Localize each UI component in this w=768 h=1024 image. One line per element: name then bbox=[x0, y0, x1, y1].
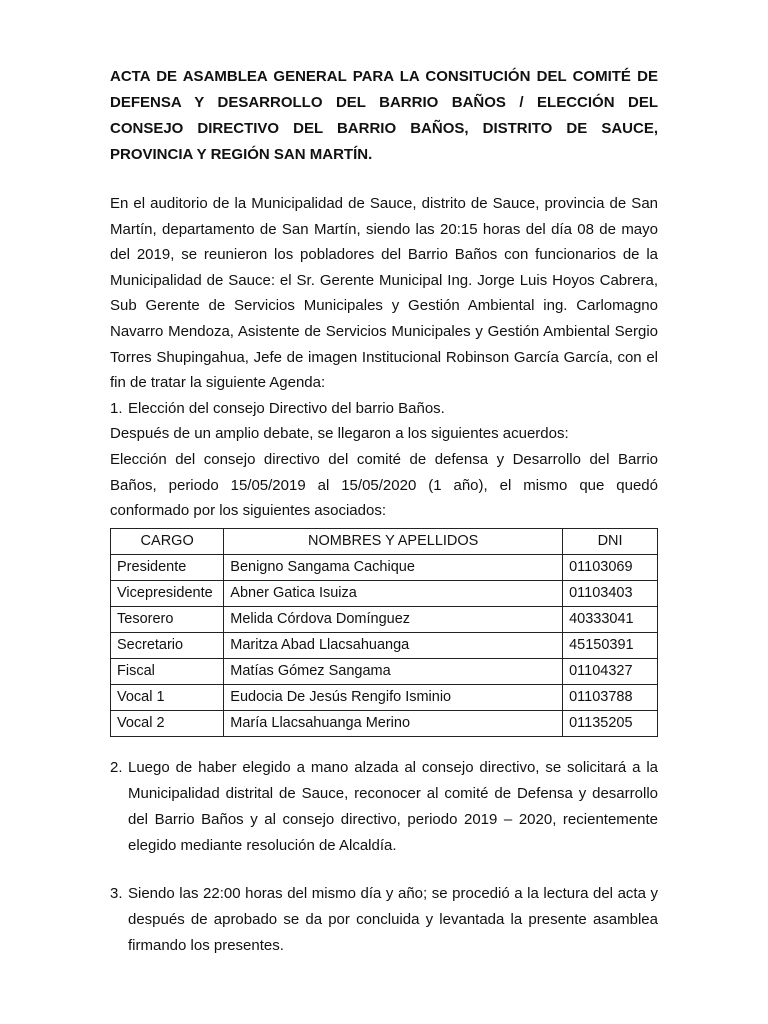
cell-cargo: Tesorero bbox=[111, 606, 224, 632]
cell-dni: 01103069 bbox=[563, 554, 658, 580]
cell-cargo: Secretario bbox=[111, 632, 224, 658]
header-nombres: NOMBRES Y APELLIDOS bbox=[224, 528, 563, 554]
cell-dni: 01103403 bbox=[563, 580, 658, 606]
numbered-item-2 bbox=[110, 755, 658, 859]
item-number: 2. bbox=[110, 758, 123, 776]
cell-nombre: Matías Gómez Sangama bbox=[224, 658, 563, 684]
header-dni: DNI bbox=[563, 528, 658, 554]
cell-dni: 01104327 bbox=[563, 658, 658, 684]
header-cargo: CARGO bbox=[111, 528, 224, 554]
cell-nombre: Abner Gatica Isuiza bbox=[224, 580, 563, 606]
table-row bbox=[111, 710, 658, 736]
cell-cargo: Vicepresidente bbox=[111, 580, 224, 606]
table-row bbox=[111, 658, 658, 684]
debate-paragraph: Después de un amplio debate, se llegaron a los siguientes acuerdos: bbox=[110, 425, 569, 443]
agenda-item-text: Elección del consejo Directivo del barrio Baños. bbox=[128, 399, 445, 417]
election-paragraph: Elección del consejo directivo del comité de defensa y Desarrollo del Barrio Baños, periodo 15/05/2019 al 15/05/2020 (1 año), el mismo que quedó conformado por los siguientes asociados: bbox=[110, 450, 658, 520]
cell-cargo: Presidente bbox=[111, 554, 224, 580]
intro-paragraph: En el auditorio de la Municipalidad de Sauce, distrito de Sauce, provincia de San Martín, departamento de San Martín, siendo las 20:15 horas del día 08 de mayo del 2019, se reunieron los pobladores del Barrio Baños con funcionarios de la Municipalidad de Sauce: el Sr. Gerente Municipal Ing. Jorge Luis Hoyos Cabrera, Sub Gerente de Servicios Municipales y Gestión Ambiental ing. Carlomagno Navarro Mendoza, Asistente de Servicios Municipales y Gestión Ambiental Sergio Torres Shupingahua, Jefe de imagen Institucional Robinson García García, con el fin de tratar la siguiente Agenda: bbox=[110, 195, 658, 392]
numbered-item-3 bbox=[110, 881, 658, 959]
cell-cargo: Vocal 1 bbox=[111, 684, 224, 710]
cell-nombre: Eudocia De Jesús Rengifo Isminio bbox=[224, 684, 563, 710]
item-number: 3. bbox=[110, 884, 123, 902]
cell-dni: 45150391 bbox=[563, 632, 658, 658]
cell-nombre: Maritza Abad Llacsahuanga bbox=[224, 632, 563, 658]
cell-dni: 01103788 bbox=[563, 684, 658, 710]
table-row bbox=[111, 684, 658, 710]
table-row bbox=[111, 632, 658, 658]
document-title: ACTA DE ASAMBLEA GENERAL PARA LA CONSITUCIÓN DEL COMITÉ DE DEFENSA Y DESARROLLO DEL BARRIO BAÑOS / ELECCIÓN DEL CONSEJO DIRECTIVO DEL BARRIO BAÑOS, DISTRITO DE SAUCE, PROVINCIA Y REGIÓN SAN MARTÍN. bbox=[110, 68, 658, 163]
item-text: Siendo las 22:00 horas del mismo día y año; se procedió a la lectura del acta y después de aprobado se da por concluida y levantada la presente asamblea firmando los presentes. bbox=[128, 884, 658, 954]
cell-dni: 01135205 bbox=[563, 710, 658, 736]
item-text: Luego de haber elegido a mano alzada al consejo directivo, se solicitará a la Municipalidad distrital de Sauce, reconocer al comité de Defensa y desarrollo del Barrio Baños y al consejo directivo, periodo 2019 – 2020, recientemente elegido mediante resolución de Alcaldía. bbox=[128, 758, 658, 854]
table-row bbox=[111, 606, 658, 632]
cell-cargo: Fiscal bbox=[111, 658, 224, 684]
agenda-item-number: 1. bbox=[110, 399, 123, 417]
agenda-item-1 bbox=[110, 396, 658, 422]
cell-dni: 40333041 bbox=[563, 606, 658, 632]
cell-cargo: Vocal 2 bbox=[111, 710, 224, 736]
associates-table bbox=[110, 528, 658, 737]
table-row bbox=[111, 580, 658, 606]
cell-nombre: Melida Córdova Domínguez bbox=[224, 606, 563, 632]
document-page bbox=[110, 64, 658, 959]
table-row bbox=[111, 554, 658, 580]
cell-nombre: Benigno Sangama Cachique bbox=[224, 554, 563, 580]
cell-nombre: María Llacsahuanga Merino bbox=[224, 710, 563, 736]
table-header-row bbox=[111, 528, 658, 554]
